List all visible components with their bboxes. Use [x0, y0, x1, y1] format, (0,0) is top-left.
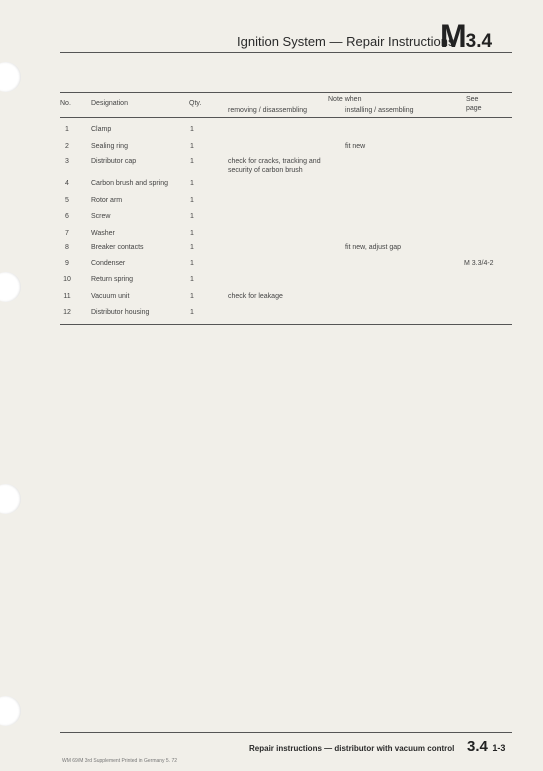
row-no: 4: [65, 180, 69, 187]
footer-rule: [60, 732, 512, 733]
row-qty: 1: [190, 230, 194, 237]
row-no: 9: [65, 260, 69, 267]
row-qty: 1: [190, 143, 194, 150]
row-no: 6: [65, 213, 69, 220]
footer-page-code: [467, 738, 505, 756]
row-installing-note: fit new, adjust gap: [345, 244, 402, 251]
row-no: 12: [63, 309, 71, 316]
row-qty: 1: [190, 244, 194, 251]
row-no: 5: [65, 197, 69, 204]
row-no: 3: [65, 158, 69, 165]
column-header-qty: Qty.: [189, 100, 202, 107]
section-code: [440, 18, 492, 55]
row-no: 7: [65, 230, 69, 237]
row-no: 11: [63, 293, 71, 300]
row-qty: 1: [190, 158, 194, 165]
row-designation: Sealing ring: [91, 143, 128, 150]
row-designation: Distributor housing: [91, 309, 150, 316]
table-bottom-rule: [60, 324, 512, 325]
row-designation: Distributor cap: [91, 158, 137, 165]
row-designation: Vacuum unit: [91, 293, 130, 300]
print-imprint: WM 69/M 3rd Supplement Printed in Germany 5. 72: [62, 758, 178, 764]
row-designation: Breaker contacts: [91, 244, 144, 251]
column-header-see: See: [466, 96, 479, 103]
column-header-removing: removing / disassembling: [228, 107, 307, 114]
footer-page-number: 1-3: [492, 743, 506, 753]
row-qty: 1: [190, 309, 194, 316]
column-header-installing: installing / assembling: [345, 107, 414, 114]
row-no: 2: [65, 143, 69, 150]
row-designation: Clamp: [91, 126, 112, 133]
row-designation: Return spring: [91, 276, 134, 283]
footer-title: Repair instructions — distributor with vacuum control: [249, 744, 455, 753]
section-code-number: 3.4: [465, 31, 493, 52]
table-top-rule: [60, 92, 512, 93]
row-removing-note: check for cracks, tracking and security of carbon brush: [228, 158, 321, 174]
row-designation: Condenser: [91, 260, 126, 267]
row-designation: Screw: [91, 213, 111, 220]
section-code-letter: M: [440, 18, 466, 54]
row-qty: 1: [190, 180, 194, 187]
column-header-page: page: [466, 105, 482, 112]
column-header-note-when: Note when: [328, 96, 362, 103]
row-qty: 1: [190, 213, 194, 220]
row-no: 8: [65, 244, 69, 251]
row-qty: 1: [190, 293, 194, 300]
column-header-no: No.: [60, 100, 71, 107]
footer-section-number: 3.4: [467, 738, 488, 755]
row-qty: 1: [190, 260, 194, 267]
punch-hole: [0, 62, 21, 92]
punch-hole: [0, 484, 21, 514]
punch-hole: [0, 696, 21, 726]
header-rule: [60, 52, 512, 53]
row-see-page: M 3.3/4-2: [464, 260, 494, 267]
page-title: Ignition System — Repair Instructions: [237, 34, 455, 49]
row-no: 10: [63, 276, 71, 283]
row-qty: 1: [190, 276, 194, 283]
table-header-rule: [60, 117, 512, 118]
row-installing-note: fit new: [345, 143, 366, 150]
row-qty: 1: [190, 126, 194, 133]
row-no: 1: [65, 126, 69, 133]
row-designation: Carbon brush and spring: [91, 180, 169, 187]
row-qty: 1: [190, 197, 194, 204]
column-header-designation: Designation: [91, 100, 128, 107]
row-removing-note: check for leakage: [228, 293, 283, 300]
row-designation: Washer: [91, 230, 115, 237]
punch-hole: [0, 272, 21, 302]
row-designation: Rotor arm: [91, 197, 123, 204]
